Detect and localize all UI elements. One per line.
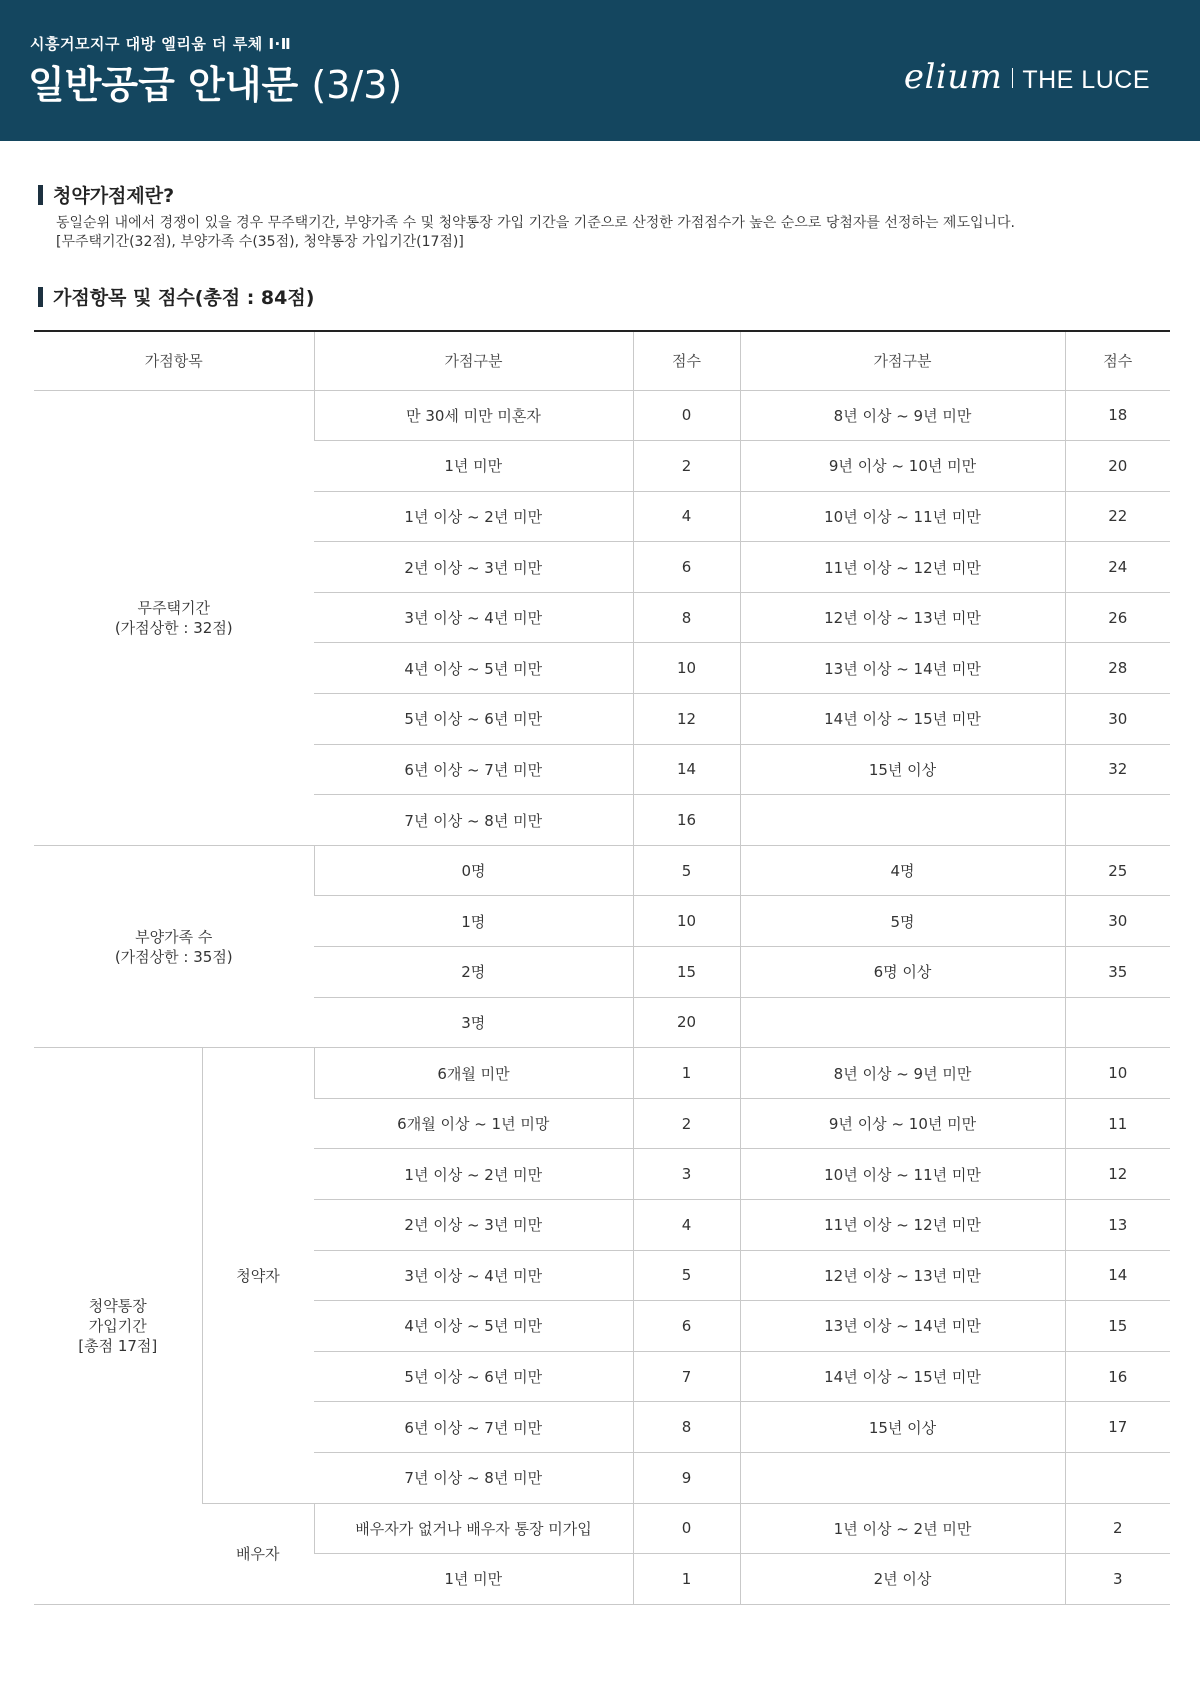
category-cell: 8년 이상 ~ 9년 미만 [740,1048,1065,1099]
score-cell: 3 [633,1149,740,1200]
category-cell: 10년 이상 ~ 11년 미만 [740,1149,1065,1200]
table-row [34,1048,1170,1099]
category-cell: 1년 미만 [314,441,633,492]
header-banner [0,0,1200,141]
definition-description [56,214,1015,252]
heading-bar-icon [38,287,43,307]
category-cell: 2년 이상 ~ 3년 미만 [314,1200,633,1251]
section-heading-definition [38,181,174,208]
category-cell: 1년 이상 ~ 2년 미만 [314,1149,633,1200]
category-cell: 1년 미만 [314,1554,633,1605]
category-cell [740,1452,1065,1503]
category-cell: 3년 이상 ~ 4년 미만 [314,1250,633,1301]
score-cell: 20 [633,997,740,1048]
score-cell: 28 [1065,643,1170,694]
score-cell: 22 [1065,491,1170,542]
page-number: (3/3) [311,63,403,107]
category-cell: 만 30세 미만 미혼자 [314,390,633,441]
table-header-row [34,331,1170,390]
section-heading-text: 가점항목 및 점수(총점 : 84점) [53,287,315,309]
score-cell: 3 [1065,1554,1170,1605]
complex-name: 시흥거모지구 대방 엘리움 더 루체 Ⅰ·Ⅱ [30,35,292,53]
score-cell: 12 [633,694,740,745]
group-dependents-text: (가점상한 : 35점) [114,947,233,966]
score-cell: 12 [1065,1149,1170,1200]
score-cell: 6 [633,1301,740,1352]
heading-bar-icon [38,185,43,205]
score-cell: 35 [1065,947,1170,998]
category-cell: 4년 이상 ~ 5년 미만 [314,643,633,694]
group-dependents [34,845,314,1047]
group-homeless-period-text: 무주택기간 [137,598,210,617]
score-cell: 4 [633,1200,740,1251]
table-row [34,845,1170,896]
category-cell: 6개월 미만 [314,1048,633,1099]
score-cell: 20 [1065,441,1170,492]
category-cell: 15년 이상 [740,744,1065,795]
score-cell: 1 [633,1048,740,1099]
header-item: 가점항목 [34,331,314,390]
score-cell: 16 [1065,1351,1170,1402]
category-cell: 2년 이상 [740,1554,1065,1605]
category-cell: 6년 이상 ~ 7년 미만 [314,1402,633,1453]
category-cell [740,997,1065,1048]
score-cell: 10 [1065,1048,1170,1099]
score-cell: 15 [633,947,740,998]
category-cell: 2년 이상 ~ 3년 미만 [314,542,633,593]
score-cell: 17 [1065,1402,1170,1453]
logo-script: elium [903,57,1003,97]
score-cell: 30 [1065,896,1170,947]
page-title-text: 일반공급 안내문 [28,63,299,107]
group-account-period-text: 청약통장 [88,1296,147,1315]
category-cell: 9년 이상 ~ 10년 미만 [740,441,1065,492]
category-cell: 7년 이상 ~ 8년 미만 [314,795,633,846]
score-cell: 24 [1065,542,1170,593]
score-cell: 13 [1065,1200,1170,1251]
group-dependents-text: 부양가족 수 [135,927,213,946]
subgroup-spouse: 배우자 [202,1503,314,1604]
category-cell: 9년 이상 ~ 10년 미만 [740,1098,1065,1149]
category-cell: 0명 [314,845,633,896]
score-cell: 15 [1065,1301,1170,1352]
score-cell: 7 [633,1351,740,1402]
score-cell: 0 [633,390,740,441]
score-cell: 26 [1065,592,1170,643]
score-cell: 18 [1065,390,1170,441]
score-cell: 8 [633,592,740,643]
score-cell: 9 [633,1452,740,1503]
header-category-2: 가점구분 [740,331,1065,390]
category-cell: 5명 [740,896,1065,947]
category-cell: 12년 이상 ~ 13년 미만 [740,1250,1065,1301]
category-cell: 6명 이상 [740,947,1065,998]
category-cell: 6개월 이상 ~ 1년 미망 [314,1098,633,1149]
category-cell: 11년 이상 ~ 12년 미만 [740,542,1065,593]
score-cell: 5 [633,1250,740,1301]
score-cell: 2 [633,1098,740,1149]
category-cell: 12년 이상 ~ 13년 미만 [740,592,1065,643]
score-table [34,330,1170,1605]
description-line-2: [무주택기간(32점), 부양가족 수(35점), 청약통장 가입기간(17점)] [56,234,464,250]
table-row [34,1503,1170,1554]
category-cell: 1명 [314,896,633,947]
description-line-1: 동일순위 내에서 경쟁이 있을 경우 무주택기간, 부양가족 수 및 청약통장 가입 기간을 기준으로 산정한 가점점수가 높은 순으로 당첨자를 선정하는 제도입니다. [56,215,1015,231]
score-cell: 0 [633,1503,740,1554]
score-cell: 2 [1065,1503,1170,1554]
score-cell: 16 [633,795,740,846]
score-cell: 5 [633,845,740,896]
logo-brand: THE LUCE [1022,66,1150,94]
score-cell: 10 [633,643,740,694]
logo-divider [1012,68,1013,88]
section-heading-scores [38,283,314,310]
score-cell [1065,997,1170,1048]
score-cell: 2 [633,441,740,492]
group-homeless-period-text: (가점상한 : 32점) [114,618,233,637]
score-cell: 32 [1065,744,1170,795]
category-cell: 8년 이상 ~ 9년 미만 [740,390,1065,441]
category-cell: 15년 이상 [740,1402,1065,1453]
group-account-period [34,1048,202,1605]
score-cell: 11 [1065,1098,1170,1149]
table-body [34,390,1170,1604]
page-title [28,62,402,108]
category-cell: 14년 이상 ~ 15년 미만 [740,694,1065,745]
category-cell: 1년 이상 ~ 2년 미만 [314,491,633,542]
subgroup-applicant: 청약자 [202,1048,314,1503]
header-score-1: 점수 [633,331,740,390]
group-account-period-text: [총점 17점] [78,1336,158,1355]
category-cell: 13년 이상 ~ 14년 미만 [740,643,1065,694]
score-cell: 30 [1065,694,1170,745]
category-cell: 5년 이상 ~ 6년 미만 [314,694,633,745]
category-cell: 13년 이상 ~ 14년 미만 [740,1301,1065,1352]
header-score-2: 점수 [1065,331,1170,390]
category-cell: 10년 이상 ~ 11년 미만 [740,491,1065,542]
score-cell [1065,795,1170,846]
category-cell: 7년 이상 ~ 8년 미만 [314,1452,633,1503]
category-cell: 배우자가 없거나 배우자 통장 미가입 [314,1503,633,1554]
category-cell [740,795,1065,846]
score-cell: 14 [1065,1250,1170,1301]
category-cell: 5년 이상 ~ 6년 미만 [314,1351,633,1402]
table-row [34,390,1170,441]
score-cell: 1 [633,1554,740,1605]
score-cell: 8 [633,1402,740,1453]
category-cell: 1년 이상 ~ 2년 미만 [740,1503,1065,1554]
score-cell: 14 [633,744,740,795]
header-category-1: 가점구분 [314,331,633,390]
category-cell: 2명 [314,947,633,998]
category-cell: 3명 [314,997,633,1048]
category-cell: 11년 이상 ~ 12년 미만 [740,1200,1065,1251]
elium-logo [904,57,1150,97]
score-cell: 25 [1065,845,1170,896]
score-cell [1065,1452,1170,1503]
group-homeless-period [34,390,314,845]
group-account-period-text: 가입기간 [88,1316,147,1335]
section-heading-text: 청약가점제란? [53,185,175,207]
category-cell: 4년 이상 ~ 5년 미만 [314,1301,633,1352]
category-cell: 6년 이상 ~ 7년 미만 [314,744,633,795]
score-cell: 4 [633,491,740,542]
score-cell: 10 [633,896,740,947]
category-cell: 3년 이상 ~ 4년 미만 [314,592,633,643]
score-cell: 6 [633,542,740,593]
category-cell: 14년 이상 ~ 15년 미만 [740,1351,1065,1402]
category-cell: 4명 [740,845,1065,896]
